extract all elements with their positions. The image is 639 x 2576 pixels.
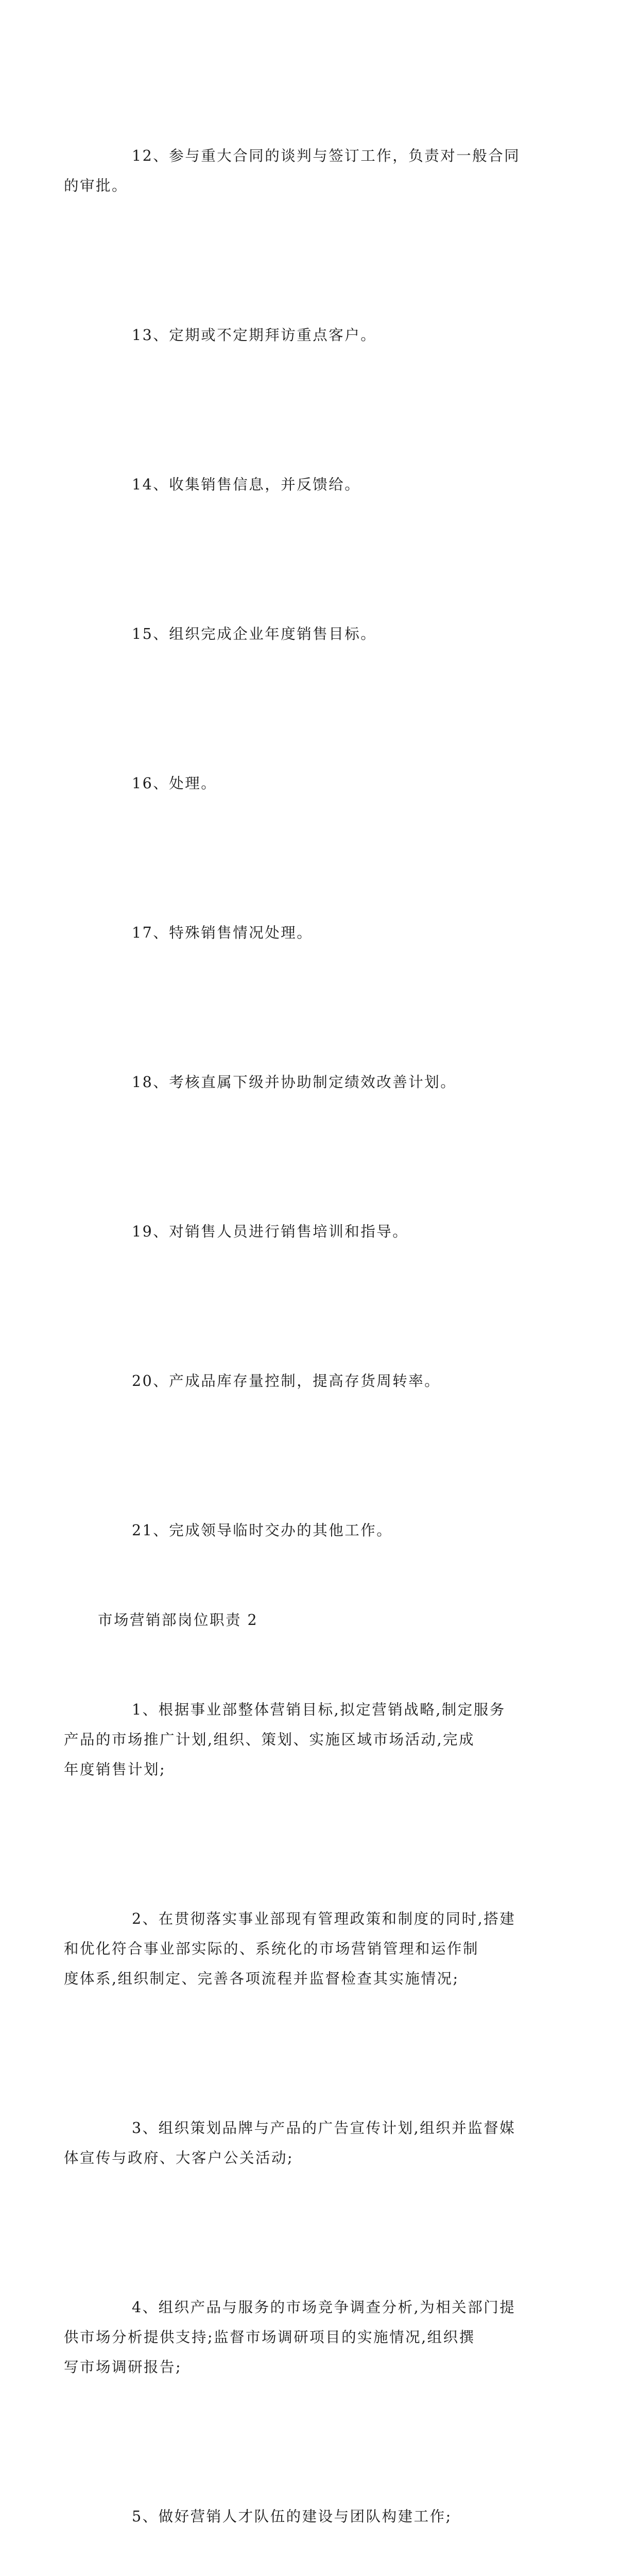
list-item-17 — [98, 858, 541, 1008]
document-body — [64, 81, 541, 2576]
section-item-line: 4、组织产品与服务的市场竞争调查分析,为相关部门提 — [132, 2299, 516, 2316]
list-item-line: 20、产成品库存量控制，提高存货周转率。 — [132, 1372, 441, 1389]
list-item-16 — [98, 709, 541, 858]
list-item-13 — [98, 261, 541, 410]
list-item-line: 的审批。 — [64, 177, 128, 194]
section-item-line: 写市场调研报告; — [64, 2359, 182, 2376]
list-item-line: 13、定期或不定期拜访重点客户。 — [132, 327, 377, 344]
list-item-20 — [98, 1307, 541, 1456]
list-item-line: 18、考核直属下级并协助制定绩效改善计划。 — [132, 1074, 457, 1091]
section-item-5 — [98, 2442, 541, 2576]
list-item-line: 16、处理。 — [132, 775, 217, 792]
section-item-line: 度体系,组织制定、完善各项流程并监督检查其实施情况; — [64, 1970, 459, 1987]
section-item-1 — [64, 1635, 541, 1844]
list-item-14 — [98, 410, 541, 560]
section-item-line: 体宣传与政府、大客户公关活动; — [64, 2149, 294, 2166]
list-item-line: 15、组织完成企业年度销售目标。 — [132, 625, 377, 642]
section-item-3 — [64, 2054, 541, 2233]
section-item-line: 2、在贯彻落实事业部现有管理政策和制度的同时,搭建 — [132, 1910, 516, 1927]
list-item-line: 21、完成领导临时交办的其他工作。 — [132, 1522, 393, 1539]
list-item-19 — [98, 1157, 541, 1307]
section-item-line: 5、做好营销人才队伍的建设与团队构建工作; — [132, 2508, 452, 2525]
list-item-18 — [98, 1008, 541, 1157]
section-item-line: 和优化符合事业部实际的、系统化的市场营销管理和运作制 — [64, 1940, 479, 1957]
section-item-line: 产品的市场推广计划,组织、策划、实施区域市场活动,完成 — [64, 1731, 475, 1748]
section-item-line: 1、根据事业部整体营销目标,拟定营销战略,制定服务 — [132, 1701, 506, 1718]
list-item-line: 17、特殊销售情况处理。 — [132, 924, 313, 941]
list-item-15 — [98, 560, 541, 709]
section-heading: 市场营销部岗位职责 2 — [98, 1612, 258, 1629]
list-item-line: 14、收集销售信息，并反馈给。 — [132, 476, 361, 493]
section-item-line: 年度销售计划; — [64, 1761, 166, 1778]
section-item-line: 3、组织策划品牌与产品的广告宣传计划,组织并监督媒 — [132, 2120, 516, 2137]
section-item-line: 供市场分析提供支持;监督市场调研项目的实施情况,组织撰 — [64, 2329, 475, 2346]
list-item-12 — [64, 81, 541, 261]
list-item-line: 19、对销售人员进行销售培训和指导。 — [132, 1223, 409, 1240]
list-item-21 — [98, 1456, 541, 1605]
list-item-line: 12、参与重大合同的谈判与签订工作，负责对一般合同 — [132, 147, 521, 164]
section-item-4 — [64, 2233, 541, 2442]
section-item-2 — [64, 1844, 541, 2054]
